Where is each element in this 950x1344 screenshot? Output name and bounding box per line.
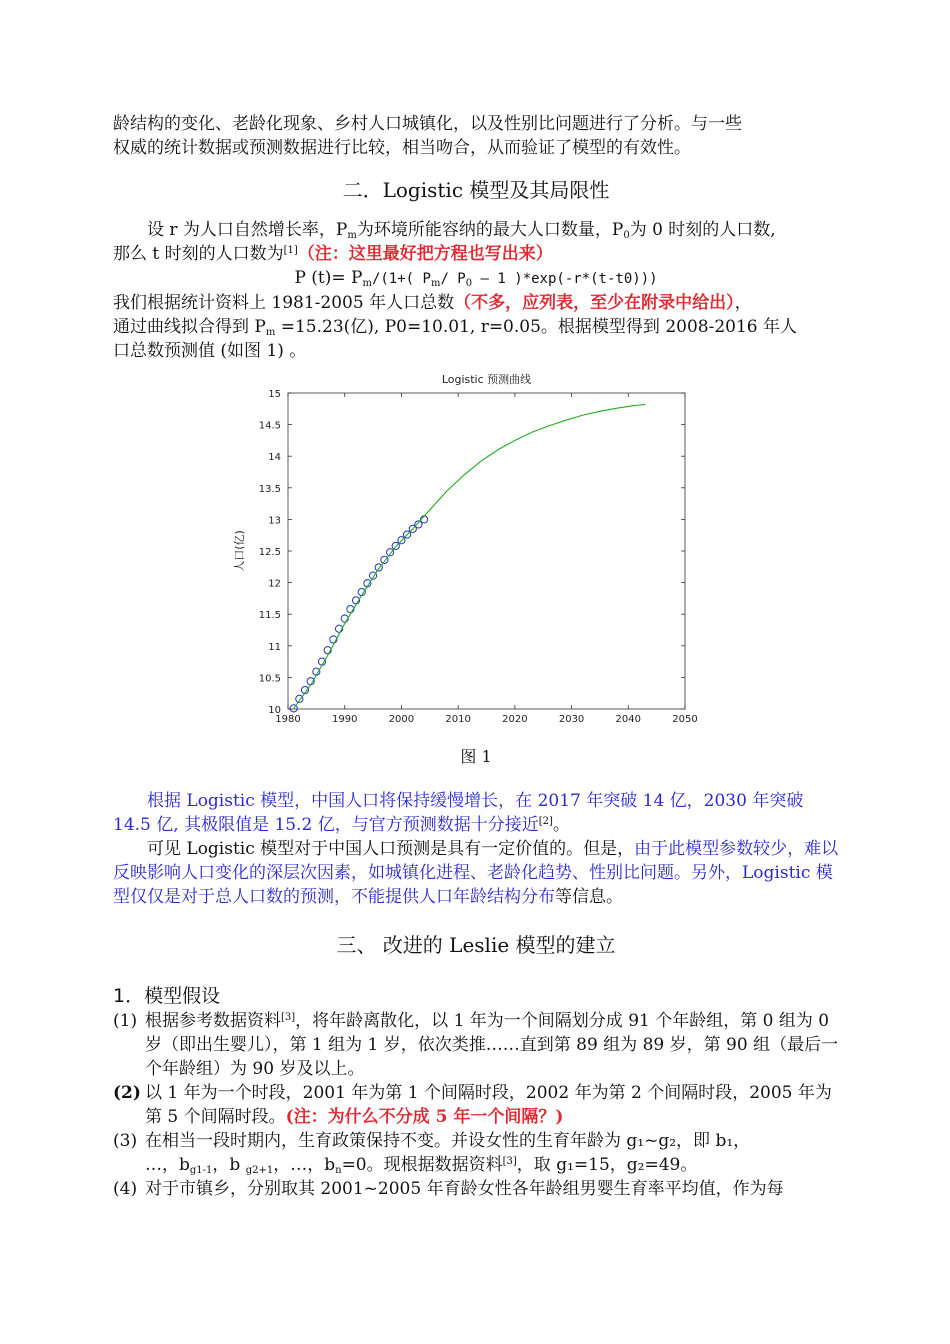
x-tick-label: 1990	[331, 714, 358, 725]
y-tick-label: 13.5	[258, 483, 281, 495]
section3-title: 三、 改进的 Leslie 模型的建立	[336, 933, 616, 957]
y-tick-label: 12	[268, 578, 281, 590]
x-tick-label: 2020	[502, 714, 528, 725]
x-tick-label: 2050	[672, 714, 698, 725]
y-tick-label: 10	[268, 705, 281, 716]
y-tick-label: 11	[268, 641, 281, 653]
reviewer-note: （不多，应列表，至少在附录中给出）	[454, 293, 735, 313]
fit-curve-line	[294, 404, 646, 708]
x-tick-label: 1980	[275, 714, 301, 725]
reviewer-note: (注：为什么不分成 5 年一个间隔？)	[285, 1107, 564, 1127]
x-tick-label: 2000	[388, 714, 415, 725]
intro-paragraph: 龄结构的变化、老龄化现象、乡村人口城镇化，以及性别比问题进行了分析。与一些 权威的统计数据或预测数据进行比较，相当吻合，从而验证了模型的有效性。	[113, 114, 742, 158]
section2-paragraph-4: 可见 Logistic 模型对于中国人口预测是具有一定价值的。但是，由于此模型参数较少，难以反映影响人口变化的深层次因素，如城镇化进程、老龄化趋势、性别比问题。另外，Logistic 模型仅仅是对于总人口数的预测，不能提供人口年龄结构分布等信息。	[113, 839, 839, 907]
section2-title: 二．Logistic 模型及其局限性	[342, 178, 610, 202]
list-item: (2) 以 1 年为一个时段，2001 年为第 1 个间隔时段，2002 年为第 2 个间隔时段，2005 年为第 5 个间隔时段。(注：为什么不分成 5 年一个间隔？)	[113, 1083, 832, 1127]
x-tick-label: 2030	[558, 714, 585, 725]
y-tick-label: 10.5	[258, 673, 281, 685]
citation-2: [2]	[538, 816, 553, 827]
logistic-formula: P $(t)= P_m/(1+$( $P_m/$ $P_0$ — 1 )*exp(-r*(t-t0)))	[294, 268, 658, 289]
list-item: (4) 对于市镇乡，分别取其 2001~2005 年育龄女性各年龄组男婴生育率平均值，作为每	[113, 1179, 784, 1199]
y-axis-label: 人口(亿)	[233, 530, 246, 572]
logistic-chart	[113, 363, 839, 743]
subsection-model-assumptions: 1．模型假设	[113, 985, 221, 1007]
reviewer-note: （注：这里最好把方程也写出来）	[297, 244, 553, 264]
document-page	[113, 112, 839, 1201]
figure-caption: 图 1	[460, 747, 492, 766]
y-tick-label: 12.5	[258, 547, 281, 558]
x-tick-label: 2040	[615, 714, 642, 725]
list-item: (3) 在相当一段时期内，生育政策保持不变。并设女性的生育年龄为 g₁~g₂，即 b₁， …，$b_{g1-1}$，b $_{g2+1}$，…，$b_n=0$。现根据数据资料[3]，取 g₁=15，g₂=49。	[113, 1131, 751, 1176]
citation-1: [1]	[283, 245, 298, 256]
list-item: (1) 根据参考数据资料[3]，将年龄离散化，以 1 年为一个间隔划分成 91 个年龄组，第 0 组为 0 岁（即出生婴儿），第 1 组为 1 岁，依次类推……直到第 89 组为 89 岁，第 90 组（最后一个年龄组）为 90 岁及以上。	[113, 1011, 839, 1079]
y-tick-label: 13	[268, 515, 281, 527]
section2-paragraph-2: 我们根据统计资料上 1981-2005 年人口总数（不多，应列表，至少在附录中给出）， 通过曲线拟合得到 $P_m =15.23$(亿), P0=10.01, r=0.05。根据模型得到 2008-2016 年人 口总数预测值 (如图 1) 。	[113, 293, 797, 361]
y-tick-label: 11.5	[258, 610, 281, 622]
section2-paragraph-3: 根据 Logistic 模型，中国人口将保持缓慢增长，在 2017 年突破 14 亿，2030 年突破 14.5 亿, 其极限值是 15.2 亿，与官方预测数据十分接近[2]。	[113, 791, 804, 835]
chart-title: Logistic 预测曲线	[441, 373, 532, 386]
plot-frame	[288, 393, 685, 709]
figure-1	[113, 363, 839, 743]
y-tick-label: 14.5	[258, 420, 281, 432]
x-tick-label: 2010	[445, 714, 471, 725]
section2-paragraph-1: 设 r 为人口自然增长率，$P_m$为环境所能容纳的最大人口数量，$P_0$为 0 时刻的人口数, 那么 t 时刻的人口数为[1]（注：这里最好把方程也写出来）	[113, 220, 776, 264]
y-tick-label: 14	[268, 452, 281, 464]
y-tick-label: 15	[268, 389, 281, 400]
